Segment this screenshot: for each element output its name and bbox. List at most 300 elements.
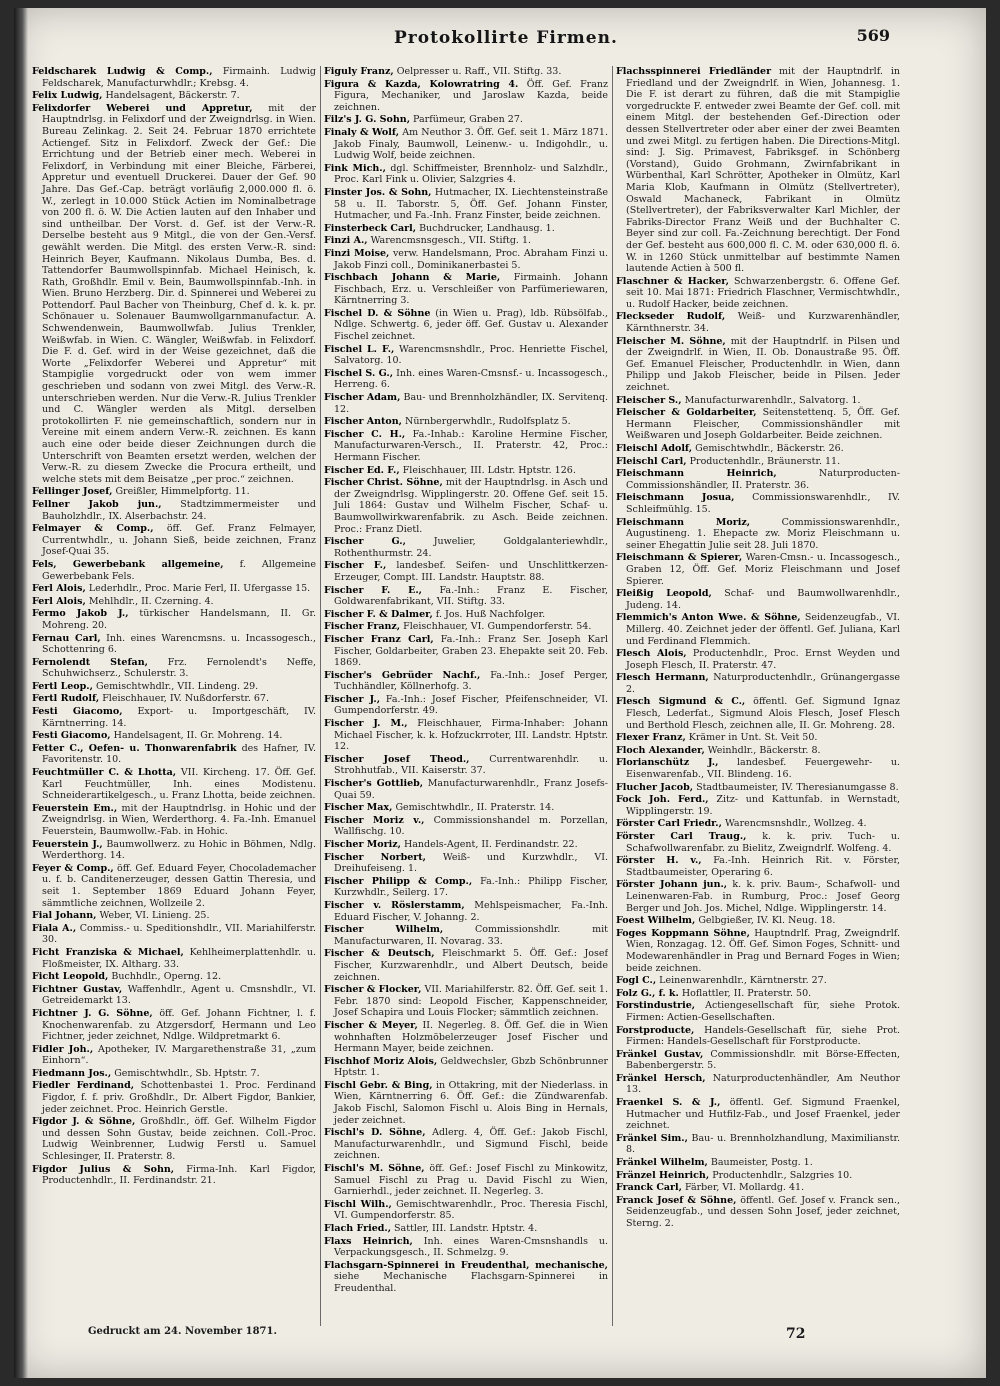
- firm-name: Fränzel Heinrich,: [616, 1169, 710, 1181]
- firm-name: Finster Jos. & Sohn,: [324, 186, 432, 198]
- firm-entry: [616, 732, 900, 744]
- firm-details: Fleischmarkt 5. Öff. Gef.: Josef Fischer, Kurzwarenhdlr., und Albert Deutsch, beide zeichnen.: [334, 948, 608, 983]
- firm-details: mit der Hauptndrlsg. in Asch und der Zweigndrlsg. Wipplingerstr. 20. Offene Gef. seit 15. Juli 1864: Gustav und Wilhelm Fischer, Schaf- u. Baumwollwirkwarenfabrik. zu Asch. Beide zeichnen. Proc.: Franz Dietl.: [334, 477, 608, 535]
- column-3: [616, 66, 900, 1336]
- firm-name: Fleischer M. Söhne,: [616, 335, 726, 347]
- firm-name: Fleischmann Heinrich,: [616, 468, 777, 480]
- firm-entry: [32, 596, 316, 608]
- firm-details: türkischer Handelsmann, II. Gr. Mohreng. 20.: [42, 608, 316, 631]
- firm-name: Fernolendt Stefan,: [32, 656, 148, 668]
- firm-entry: [324, 536, 608, 559]
- firm-entry: [32, 984, 316, 1007]
- firm-entry: [32, 743, 316, 766]
- firm-name: Fischer & Deutsch,: [324, 948, 435, 960]
- firm-entry: [616, 794, 900, 817]
- firm-entry: [616, 855, 900, 878]
- firm-details: Fa.-Inh. Heinrich Rit. v. Förster, Stadtbaumeister, Operaring 6.: [626, 855, 900, 878]
- firm-name: Fleischmann Moriz,: [616, 516, 751, 528]
- firm-entry: [616, 1025, 900, 1048]
- firm-details: Großhdlr., öff. Gef. Wilhelm Figdor und dessen Sohn Gustav, beide zeichnen. Coll.-Proc. Ludwig Weinbrenner, Ludwig Ferstl u. Samuel Schlesinger, II. Praterstr. 8.: [42, 1116, 316, 1163]
- firm-name: Fischer Max,: [324, 802, 393, 814]
- firm-entry: [616, 1157, 900, 1169]
- firm-details: Fleischhauer, III. Ldstr. Hptstr. 126.: [402, 464, 576, 476]
- firm-details: Firmainh. Johann Fischbach, Erz. u. Verschleißer von Parfümeriewaren, Kärntnerring 3.: [334, 272, 608, 307]
- firm-details: Baumeister, Postg. 1.: [710, 1157, 813, 1169]
- firm-details: Zitz- und Kattunfab. in Wernstadt, Wipplingerstr. 19.: [626, 794, 900, 817]
- firm-name: Finzi A.,: [324, 235, 368, 247]
- firm-details: öff. Gef. Johann Fichtner, l. f. Knochenwarenfab. zu Atzgersdorf, Hermann und Leo Fichtner, jeder zeichnet, Ndlge. Wildpretmarkt 6.: [42, 1007, 316, 1043]
- firm-entry: [616, 915, 900, 927]
- firm-details: Mehlspeismacher, Fa.-Inh. Eduard Fischer, V. Johanng. 2.: [334, 899, 608, 923]
- firm-name: Fischer F.,: [324, 560, 387, 572]
- firm-details: öffentl. Gef. Josef v. Franck sen., Seidenzeugfab., und dessen Sohn Josef, jeder zeichnet, Sterng. 2.: [626, 1194, 900, 1229]
- firm-entry: [616, 1182, 900, 1194]
- firm-details: Am Neuthor 3. Öff. Gef. seit 1. März 1871. Jakob Finaly, Baumwoll, Leinenw.- u. Indigohdlr., u. Ludwig Wolf, beide zeichnen.: [334, 126, 608, 162]
- firm-entry: [32, 1044, 316, 1067]
- firm-name: Fischl's M. Söhne,: [324, 1163, 425, 1175]
- firm-details: Krämer in Unt. St. Veit 50.: [688, 732, 818, 744]
- firm-entry: [324, 248, 608, 271]
- firm-details: Export- u. Importgeschäft, IV. Kärntnerring. 14.: [42, 706, 316, 729]
- firm-name: Feyer & Comp.,: [32, 862, 114, 874]
- firm-details: Weinhdlr., Bäckerstr. 8.: [707, 744, 821, 756]
- firm-entry: [324, 694, 608, 717]
- firm-entry: [32, 947, 316, 970]
- firm-details: Commissionshandel m. Porzellan, Wallfischg. 10.: [334, 814, 608, 838]
- firm-name: Fischer & Meyer,: [324, 1019, 418, 1031]
- firm-name: Fleischmann Josua,: [616, 492, 735, 504]
- firm-name: Flachsspinnerei Friedländer: [616, 66, 772, 77]
- firm-name: Floch Alexander,: [616, 744, 705, 756]
- firm-details: mit der Hauptndrlsg. in Hohic und der Zweigndrlsg. in Wien, Werderthorg. 4. Fa.-Inh. Emanuel Feuerstein, Baumwollw.-Fab. in Hohic.: [42, 802, 316, 837]
- firm-details: Commissionshdlr. mit Manufacturwaren, II. Novarag. 33.: [334, 924, 608, 947]
- firm-entry: [32, 583, 316, 595]
- running-head: [14, 28, 986, 58]
- firm-entry: [32, 608, 316, 631]
- firm-name: Foest Wilhelm,: [616, 915, 696, 927]
- firm-entry: [32, 657, 316, 680]
- firm-details: landesbef. Seifen- und Unschlittkerzen-Erzeuger, Compt. III. Landstr. Hauptstr. 88.: [334, 560, 608, 583]
- firm-details: Fa.-Inh.: Josef Perger, Tuchhändler, Köllnerhofg. 3.: [334, 669, 608, 693]
- firm-details: Geldwechsler, Gbzb Schönbrunner Hptstr. 1.: [334, 1055, 608, 1079]
- firm-entry: [324, 114, 608, 126]
- firm-details: Apotheker, IV. Margarethenstraße 31, „zum Einhorn“.: [42, 1043, 316, 1067]
- firm-entry: [324, 852, 608, 875]
- firm-entry: [324, 66, 608, 78]
- firm-entry: [616, 276, 900, 311]
- firm-entry: [616, 757, 900, 780]
- firm-name: Fischer F. E.,: [324, 584, 422, 596]
- firm-name: Flesch Alois,: [616, 648, 687, 660]
- firm-name: Fiedler Ferdinand,: [32, 1080, 135, 1092]
- firm-details: mit der Hauptndrlsg. in Felixdorf und der Zweigndrlsg. in Wien. Bureau Zelinkag. 2. Seit 24. Februar 1870 errichtete Actiengef. Sitz in Felixdorf. Zweck der Gef.: Die Errichtung und der Betrieb einer mech. Weberei in Felixdorf, in Verbindung mit einer Bleiche, Färberei, Appretur und eventuell Druckerei. Dauer der Gef. 90 Jahre. Das Gef.-Cap. beträgt vorläufig 2,000.000 fl. ö. W., zerlegt in 10.000 Stück Actien im Nominalbetrage von 200 fl. ö. W. Die Actien lauten auf den Inhaber und sind untheilbar. Der Vorst. d. Gef. ist der Verw.-R. Derselbe besteht aus 9 Mitgl., die von der Gen.-Versf. gewählt werden. Die Mitgl. des ersten Verw.-R. sind: Heinrich Beyer, Kaufmann. Nikolaus Dumba, Bes. d. Tattendorfer Baumwollspinnfab. Michael Heinisch, k. Rath, Großhdlr. Emil v. Bein, Baumwollspinnfab.-Inh. in Wien. Bruno Herzberg. Dir. d. Spinnerei und Weberei zu Pottendorf. Paul Bacher von Theinburg, Chef d. k. k. pr. Schönauer u. Solenauer Baumwollgarnmanufactur. A. Schwendenwein, Baumwollwfab. Julius Trenkler, Weißwfab. in Wien. C. Wängler, Weißwfab. in Felixdorf. Die F. d. Gef. wird in der Weise gezeichnet, daß die Worte „Felixdorfer Weberei und Appretur“ mit Stampiglie vorgedruckt oder von wem immer geschrieben und sodann von zwei Mitgl. des Verw.-R. unterschrieben werden. Nur die Verw.-R. Julius Trenkler und C. Wängler werden als Mitgl. derselben protokollirten F. nie gemeinschaftlich, sondern nur in Vereine mit einem andern Verw.-R. zeichnen. Es kann auch eine oder beide dieser Zeichnungen durch die Unterschrift von Beamten ersetzt werden, welchen der Verw.-R. zu diesem Zwecke die Procura ertheilt, und welche stets mit dem Beisatze „per proc.“ zeichnen.: [42, 102, 316, 485]
- firm-entry: [616, 1195, 900, 1230]
- firm-name: Fränkel Hersch,: [616, 1072, 706, 1084]
- firm-details: des Hafner, IV. Favoritenstr. 10.: [42, 742, 316, 766]
- firm-entry: [324, 187, 608, 222]
- firm-details: Productenhdlr., Salzgries 10.: [712, 1169, 853, 1181]
- firm-name: Ficht Franziska & Michael,: [32, 946, 184, 958]
- firm-details: Handelsagent, Bäckerstr. 7.: [105, 90, 240, 102]
- firm-details: II. Negerleg. 8. Öff. Gef. die in Wien wohnhaften Holzmöbelerzeuger Josef Fischer und Hermann Mayer, beide zeichnen.: [334, 1019, 608, 1055]
- firm-name: Fischel L. F.,: [324, 343, 395, 355]
- firm-details: Handels-Gesellschaft für, siehe Prot. Firmen: Handels-Gesellschaft für Forstproducte.: [626, 1024, 900, 1048]
- firm-details: öff. Gef.: Josef Fischl zu Minkowitz, Samuel Fischl zu Prag u. David Fischl zu Wien, Garnierhdl., jeder zeichnet. II. Negerleg. 3.: [334, 1163, 608, 1198]
- firm-details: Fa.-Inh.: Philipp Fischer, Kurzwhdlr., Seilerg. 17.: [334, 875, 608, 899]
- firm-entry: [616, 1049, 900, 1072]
- firm-details: Naturproducten-Commissionshändler, II. Praterstr. 36.: [626, 468, 900, 491]
- firm-entry: [32, 923, 316, 946]
- firm-name: Flexer Franz,: [616, 732, 686, 744]
- firm-entry: [324, 948, 608, 983]
- firm-name: Fischbach Johann & Marie,: [324, 272, 501, 284]
- firm-name: Fischer Philipp & Comp.,: [324, 875, 473, 887]
- firm-details: Fleischhauer, VI. Gumpendorferstr. 54.: [403, 621, 592, 633]
- firm-details: öffentl. Gef. Sigmund Fraenkel, Hutmacher und Hutfilz-Fab., und Josef Fraenkel, jeder zeichnet.: [626, 1097, 900, 1132]
- firm-entry: [616, 648, 900, 671]
- firm-entry: [616, 1000, 900, 1023]
- firm-name: Fischer Moriz v.,: [324, 814, 425, 826]
- firm-entry: [32, 706, 316, 729]
- firm-entry: [324, 1127, 608, 1162]
- firm-entry: [324, 1223, 608, 1235]
- firm-name: Fischer G.,: [324, 536, 406, 548]
- firm-entry: [324, 754, 608, 777]
- firm-details: Öff. Gef. Franz Figura, Mechaniker, und Jaroslaw Kazda, beide zeichnen.: [334, 78, 608, 113]
- firm-details: Gemischtwhdlr., II. Praterstr. 14.: [395, 802, 555, 814]
- firm-details: Stadtzimmermeister und Bauholzhdlr., IX. Alserbachstr. 24.: [42, 498, 316, 522]
- firm-entry: [324, 839, 608, 851]
- firm-details: Bau- und Brennholzhändler, IX. Servitenq. 12.: [334, 392, 608, 415]
- firm-name: Fischer Josef Theod.,: [324, 753, 470, 765]
- firm-details: verw. Handelsmann, Proc. Abraham Finzi u. Jakob Finzi coll., Dominikanerbastei 5.: [334, 247, 608, 271]
- firm-entry: [616, 66, 900, 275]
- firm-name: Foges Koppmann Söhne,: [616, 927, 750, 939]
- firm-name: Flesch Hermann,: [616, 672, 709, 684]
- firm-name: Figdor J. & Söhne,: [32, 1116, 136, 1128]
- firm-name: Fidler Joh.,: [32, 1043, 94, 1055]
- firm-entry: [324, 900, 608, 923]
- firm-details: siehe Mechanische Flachsgarn-Spinnerei in Freudenthal.: [334, 1271, 608, 1294]
- firm-entry: [32, 1164, 316, 1187]
- firm-name: Flemmich's Anton Wwe. & Söhne,: [616, 612, 801, 624]
- firm-details: Hutmacher, IX. Liechtensteinstraße 58 u. II. Taborstr. 5, Öff. Gef. Johann Finster, Hutmacher, und Fa.-Inh. Franz Finster, beide zeichnen.: [334, 186, 608, 222]
- firm-entry: [616, 928, 900, 974]
- firm-name: Fischhof Moriz Alois,: [324, 1055, 438, 1067]
- firm-details: Adlerg. 4, Öff. Gef.: Jakob Fischl, Manufacturwarenhdlr., und Sigmund Fischl, beide zeichnen.: [334, 1127, 608, 1162]
- firm-entry: [616, 468, 900, 491]
- firm-details: Gemischtwhdlr., Bäckerstr. 26.: [695, 443, 844, 454]
- firm-name: Fischer J. M.,: [324, 718, 408, 730]
- firm-name: Fischer Moriz,: [324, 839, 401, 850]
- firm-details: (in Wien u. Prag), ldb. Rübsölfab., Ndlge. Schwertg. 6, jeder öff. Gef. Gustav u. Alexander Fischel zeichnet.: [334, 307, 608, 343]
- firm-details: Buchdrucker, Landhausg. 1.: [419, 222, 555, 234]
- firm-entry: [324, 924, 608, 947]
- firm-entry: [324, 609, 608, 621]
- firm-details: Baumwollwerz. zu Hohic in Böhmen, Ndlg. Werderthorg. 14.: [42, 838, 316, 862]
- firm-entry: [616, 492, 900, 515]
- firm-name: Fischer Wilhelm,: [324, 924, 444, 936]
- firm-details: f. Jos. Huß Nachfolger.: [435, 608, 546, 620]
- firm-entry: [324, 585, 608, 608]
- firm-name: Fischel D. & Söhne: [324, 307, 431, 319]
- firm-name: Felmayer & Comp.,: [32, 523, 154, 535]
- firm-details: Gemischtwhdlr., Sb. Hptstr. 7.: [114, 1067, 260, 1079]
- firm-name: Fink Mich.,: [324, 162, 386, 174]
- firm-details: Buchhdlr., Operng. 12.: [111, 971, 222, 983]
- firm-details: Nürnbergerwhdlr., Rudolfsplatz 5.: [405, 416, 571, 428]
- firm-details: Firmainh. Ludwig Feldscharek, Manufacturwhdlr.; Krebsg. 4.: [42, 66, 316, 89]
- firm-entry: [32, 971, 316, 983]
- firm-name: Franck Josef & Söhne,: [616, 1194, 737, 1206]
- firm-details: Firma-Inh. Karl Figdor, Productenhdlr., II. Ferdinandstr. 21.: [42, 1163, 316, 1187]
- firm-entry: [616, 443, 900, 455]
- firm-name: Folz G., f. k.: [616, 987, 679, 999]
- firm-name: Felix Ludwig,: [32, 90, 103, 102]
- firm-name: Fertl Leop.,: [32, 680, 93, 692]
- firm-details: Leinenwarenhdlr., Kärntnerstr. 27.: [659, 975, 827, 987]
- firm-details: Fa.-Inh.: Franz E. Fischer, Goldwarenfabrikant, VII. Stiftg. 33.: [334, 584, 608, 608]
- firm-entry: [616, 311, 900, 334]
- firm-entry: [324, 634, 608, 669]
- firm-entry: [616, 975, 900, 987]
- firm-name: Forstindustrie,: [616, 1000, 696, 1012]
- firm-name: Fränkel Gustav,: [616, 1048, 704, 1060]
- firm-name: Fischer Anton,: [324, 416, 402, 428]
- firm-details: öff. Gef. Franz Felmayer, Currentwhdlr., u. Johann Sieß, beide zeichnen, Franz Josef-Quai 35.: [42, 523, 316, 558]
- firm-details: in Ottakring, mit der Niederlass. in Wien, Kärntnerring 6. Öff. Gef.: die Zündwarenfab. Jakob Fischl, Salomon Fischl u. Alois Bing in Hernals, jeder zeichnet.: [334, 1079, 608, 1126]
- firm-details: Stadtbaumeister, IV. Theresianumgasse 8.: [696, 781, 899, 793]
- firm-details: Gemischtwarenhdlr., Proc. Theresia Fischl, VI. Gumpendorferstr. 85.: [334, 1198, 608, 1222]
- firm-name: Fleischmann & Spierer,: [616, 552, 743, 564]
- firm-details: Weiß- und Kurzwarenhändler, Kärnthnerstr. 34.: [626, 311, 900, 335]
- firm-name: Fleischer S.,: [616, 394, 682, 406]
- firm-name: Fleißig Leopold,: [616, 588, 712, 600]
- firm-details: Seitenstettenq. 5, Öff. Gef. Hermann Fleischer, Commissionshändler mit Weißwaren und Joseph Goldarbeiter. Beide zeichnen.: [626, 407, 900, 442]
- firm-entry: [324, 876, 608, 899]
- firm-name: Fischer Christ. Söhne,: [324, 477, 443, 489]
- firm-entry: [324, 1260, 608, 1295]
- firm-name: Fellinger Josef,: [32, 486, 113, 498]
- firm-name: Fogl C.,: [616, 975, 657, 987]
- firm-name: Ferl Alois,: [32, 583, 86, 595]
- column-divider: [612, 66, 613, 1326]
- firm-name: Fellner Jakob jun.,: [32, 498, 162, 510]
- firm-name: Fichtner J. G. Söhne,: [32, 1007, 153, 1019]
- firm-name: Finaly & Wolf,: [324, 126, 400, 138]
- firm-name: Fermo Jakob J.,: [32, 608, 129, 620]
- firm-entry: [616, 552, 900, 587]
- running-title: Protokollirte Firmen.: [394, 28, 618, 48]
- firm-entry: [616, 1133, 900, 1156]
- firm-details: dgl. Schiffmeister, Brennholz- und Salzhdlr., Proc. Karl Fink u. Olivier, Salzgries 4.: [334, 162, 608, 186]
- firm-details: Warencmsnsgesch., VII. Stiftg. 1.: [370, 235, 532, 247]
- firm-entry: [324, 235, 608, 247]
- firm-details: VII. Mariahilferstr. 82. Öff. Gef. seit 1. Febr. 1870 sind: Leopold Fischer, Kappenschneider, Josef Schapira und Louis Flocker; sämmtlich zeichnen.: [334, 984, 608, 1019]
- firm-name: Fränkel Sim.,: [616, 1132, 688, 1144]
- firm-name: Fial Johann,: [32, 910, 97, 922]
- firm-entry: [616, 612, 900, 647]
- firm-entry: [324, 802, 608, 814]
- firm-name: Fischl's D. Söhne,: [324, 1127, 426, 1139]
- firm-name: Fischer v. Röslerstamm,: [324, 899, 465, 911]
- firm-name: Fränkel Wilhelm,: [616, 1157, 708, 1169]
- firm-details: Weber, VI. Linieng. 25.: [99, 910, 210, 922]
- firm-name: Fels, Gewerbebank allgemeine,: [32, 558, 224, 570]
- firm-name: Fischer Adam,: [324, 392, 401, 404]
- firm-details: Naturproductenhändler, Am Neuthor 13.: [626, 1072, 900, 1096]
- firm-entry: [616, 1073, 900, 1096]
- signature-mark: 72: [786, 1326, 806, 1342]
- firm-details: Actiengesellschaft für, siehe Protok. Firmen: Actien-Gesellschaften.: [626, 1000, 900, 1023]
- firm-entry: [32, 767, 316, 802]
- firm-details: Currentwarenhdlr. u. Strohhutfab., VII. Kaiserstr. 37.: [334, 753, 608, 777]
- firm-details: Juwelier, Goldgalanteriewhdlr., Rothenthurmstr. 24.: [334, 536, 608, 559]
- firm-entry: [616, 782, 900, 794]
- firm-details: Inh. eines Waren-Cmsnshandls u. Verpackungsgesch., II. Schmelzg. 9.: [334, 1235, 608, 1259]
- firm-details: Gelbgießer, IV. Kl. Neug. 18.: [698, 915, 836, 927]
- firm-entry: [616, 879, 900, 914]
- book-gutter-shadow: [14, 8, 28, 1378]
- firm-entry: [324, 392, 608, 415]
- firm-name: Ficht Leopold,: [32, 971, 109, 983]
- firm-name: Figdor Julius & Sohn,: [32, 1163, 175, 1175]
- firm-details: k. k. priv. Tuch- u. Schafwollwarenfabr. zu Bielitz, Zweigndrlf. Wolfeng. 4.: [626, 831, 900, 854]
- firm-name: Fischer Franz,: [324, 621, 401, 633]
- firm-entry: [616, 696, 900, 731]
- firm-name: Figuly Franz,: [324, 66, 394, 77]
- firm-entry: [324, 429, 608, 464]
- firm-entry: [32, 839, 316, 862]
- firm-entry: [616, 831, 900, 854]
- firm-details: Bau- u. Brennholzhandlung, Maximilianstr. 8.: [626, 1132, 900, 1156]
- firm-entry: [32, 499, 316, 522]
- firm-details: Waren-Cmsn.- u. Incassogesch., Graben 12, Öff. Gef. Moriz Fleischmann und Josef Spierer.: [626, 552, 900, 587]
- firm-details: Productenhdlr., Proc. Ernst Weyden und Joseph Flesch, II. Praterstr. 47.: [626, 648, 900, 671]
- firm-details: Warencmsnshdlr., Proc. Henriette Fischel, Salvatorg. 10.: [334, 343, 608, 367]
- firm-entry: [32, 90, 316, 102]
- firm-entry: [32, 486, 316, 498]
- firm-details: Färber, VI. Mollardg. 41.: [685, 1182, 805, 1194]
- firm-entry: [32, 66, 316, 89]
- firm-details: öffentl. Gef. Sigmund Ignaz Flesch, Lederfat., Sigmund Alois Flesch, Josef Flesch und Berthold Flesch, zeichnen alle, II. Gr. Mohreng. 28.: [626, 696, 900, 731]
- firm-details: Fa.-Inh.: Josef Fischer, Pfeifenschneider, VI. Gumpendorferstr. 49.: [334, 693, 608, 717]
- firm-details: Waffenhdlr., Agent u. Cmsnshdlr., VI. Getreidemarkt 13.: [42, 983, 316, 1007]
- firm-entry: [616, 1170, 900, 1182]
- firm-name: Fischl Wilh.,: [324, 1198, 392, 1210]
- firm-name: Filz's J. G. Sohn,: [324, 114, 411, 126]
- firm-entry: [324, 670, 608, 693]
- firm-entry: [32, 910, 316, 922]
- firm-entry: [324, 621, 608, 633]
- firm-entry: [324, 477, 608, 535]
- firm-name: Fleckseder Rudolf,: [616, 311, 726, 323]
- firm-name: Fleischer & Goldarbeiter,: [616, 407, 757, 419]
- firm-entry: [324, 778, 608, 801]
- firm-entry: [324, 984, 608, 1019]
- firm-name: Figura & Kazda, Kolowratring 4.: [324, 78, 519, 90]
- firm-name: Festi Giacomo,: [32, 730, 111, 742]
- firm-name: Fischel S. G.,: [324, 367, 394, 379]
- firm-entry: [616, 456, 900, 468]
- firm-details: Commiss.- u. Speditionshdlr., VII. Mariahilferstr. 30.: [42, 922, 316, 946]
- firm-details: Hauptndrlf. Prag, Zweigndrlf. Wien, Ronzagag. 12. Öff. Gef. Simon Foges, Schnitt- und Modewarenhändler in Prag und Bernard Foges in Wien; beide zeichnen.: [626, 927, 900, 974]
- firm-details: Frz. Fernolendt's Neffe, Schuhwichserz., Schulerstr. 3.: [42, 656, 316, 680]
- firm-entry: [32, 1068, 316, 1080]
- firm-details: Fa.-Inhab.: Karoline Hermine Fischer, Manufacturwaren-Versch., II. Praterstr. 42, Proc.: Hermann Fischer.: [334, 428, 608, 463]
- firm-entry: [324, 163, 608, 186]
- firm-details: Lederhdlr., Proc. Marie Ferl, II. Ufergasse 15.: [88, 583, 311, 595]
- firm-details: Weiß- und Kurzwhdlr., VI. Dreihufeiseng. 1.: [334, 851, 608, 875]
- firm-name: Fernau Carl,: [32, 632, 101, 644]
- firm-details: Manufacturwarenhdlr., Salvatorg. 1.: [684, 394, 861, 406]
- firm-entry: [616, 336, 900, 394]
- firm-details: mit der Hauptndrlf. in Pilsen und der Zweigndrlf. in Wien, II. Ob. Donaustraße 95. Öff. Gef. Emanuel Fleischer, Productenhdlr. in Wien, dann Philipp und Jakob Fleischer, beide in Pilsen. Jeder zeichnet.: [626, 335, 900, 394]
- column-1: [32, 66, 316, 1336]
- firm-name: Fleischl Carl,: [616, 455, 687, 467]
- firm-entry: [32, 803, 316, 838]
- entry-columns: [32, 66, 900, 1336]
- firm-name: Fraenkel S. & J.,: [616, 1097, 721, 1109]
- firm-name: Fleischl Adolf,: [616, 443, 693, 454]
- firm-entry: [324, 344, 608, 367]
- firm-entry: [324, 1080, 608, 1126]
- firm-details: Hoflattler, II. Praterstr. 50.: [681, 987, 812, 999]
- firm-name: Feuerstein J.,: [32, 838, 103, 850]
- firm-name: Flach Fried.,: [324, 1223, 392, 1234]
- firm-entry: [324, 815, 608, 838]
- firm-details: f. Allgemeine Gewerbebank Fels.: [42, 558, 316, 582]
- firm-details: Manufacturwarenhdlr., Franz Josefs-Quai 59.: [334, 778, 608, 801]
- firm-details: Handelsagent, II. Gr. Mohreng. 14.: [113, 730, 283, 742]
- firm-details: Mehlhdlr., II. Czerning. 4.: [88, 595, 214, 607]
- firm-name: Florianschütz J.,: [616, 757, 719, 769]
- firm-details: Fleischhauer, IV. Nußdorferstr. 67.: [102, 693, 269, 705]
- column-divider: [320, 66, 321, 1326]
- firm-name: Flachsgarn-Spinnerei in Freudenthal, mechanische,: [324, 1259, 608, 1271]
- firm-name: Fischer Ed. F.,: [324, 464, 400, 476]
- firm-details: Commissionshdlr. mit Börse-Effecten, Babenbergerstr. 5.: [626, 1048, 900, 1072]
- firm-name: Flaschner & Hacker,: [616, 275, 729, 287]
- column-2: [324, 66, 608, 1336]
- firm-name: Fischer J.,: [324, 693, 381, 705]
- firm-name: Förster H. v.,: [616, 855, 702, 867]
- firm-entry: [324, 560, 608, 583]
- firm-entry: [324, 308, 608, 343]
- firm-details: Sattler, III. Landstr. Hptstr. 4.: [394, 1223, 538, 1234]
- firm-details: Commissionswarenhdlr., IV. Schleifmühlg. 15.: [626, 492, 900, 515]
- firm-details: Schaf- und Baumwollwarenhdlr., Judeng. 14.: [626, 588, 900, 611]
- firm-details: k. k. priv. Baum-, Schafwoll- und Leinenwaren-Fab. in Rumburg, Proc.: Josef Georg Berger und Joh. Jos. Michel, Ndlge. Wipplingerstr. 14.: [626, 879, 900, 914]
- firm-name: Fischer's Gottlieb,: [324, 778, 424, 790]
- firm-details: Oelpresser u. Raff., VII. Stiftg. 33.: [396, 66, 562, 77]
- firm-entry: [324, 1163, 608, 1198]
- firm-details: Kehlheimerplattenhdlr. u. Floßmeister, IX. Altharg. 33.: [42, 946, 316, 970]
- firm-entry: [32, 1080, 316, 1115]
- firm-entry: [324, 368, 608, 391]
- firm-entry: [32, 681, 316, 693]
- firm-details: Fa.-Inh.: Franz Ser. Joseph Karl Fischer, Goldarbeiter, Graben 23. Ehepakte seit 20. Feb. 1869.: [334, 633, 608, 669]
- firm-name: Fischer F. & Dalmer,: [324, 608, 433, 620]
- directory-page: [14, 8, 986, 1378]
- firm-entry: [324, 718, 608, 753]
- firm-details: Naturproductenhdlr., Grünangergasse 2.: [626, 672, 900, 695]
- firm-entry: [616, 988, 900, 1000]
- firm-entry: [324, 272, 608, 307]
- firm-entry: [32, 523, 316, 558]
- firm-details: Gemischtwhdlr., VII. Lindeng. 29.: [95, 680, 259, 692]
- firm-name: Fischl Gebr. & Bing,: [324, 1079, 433, 1091]
